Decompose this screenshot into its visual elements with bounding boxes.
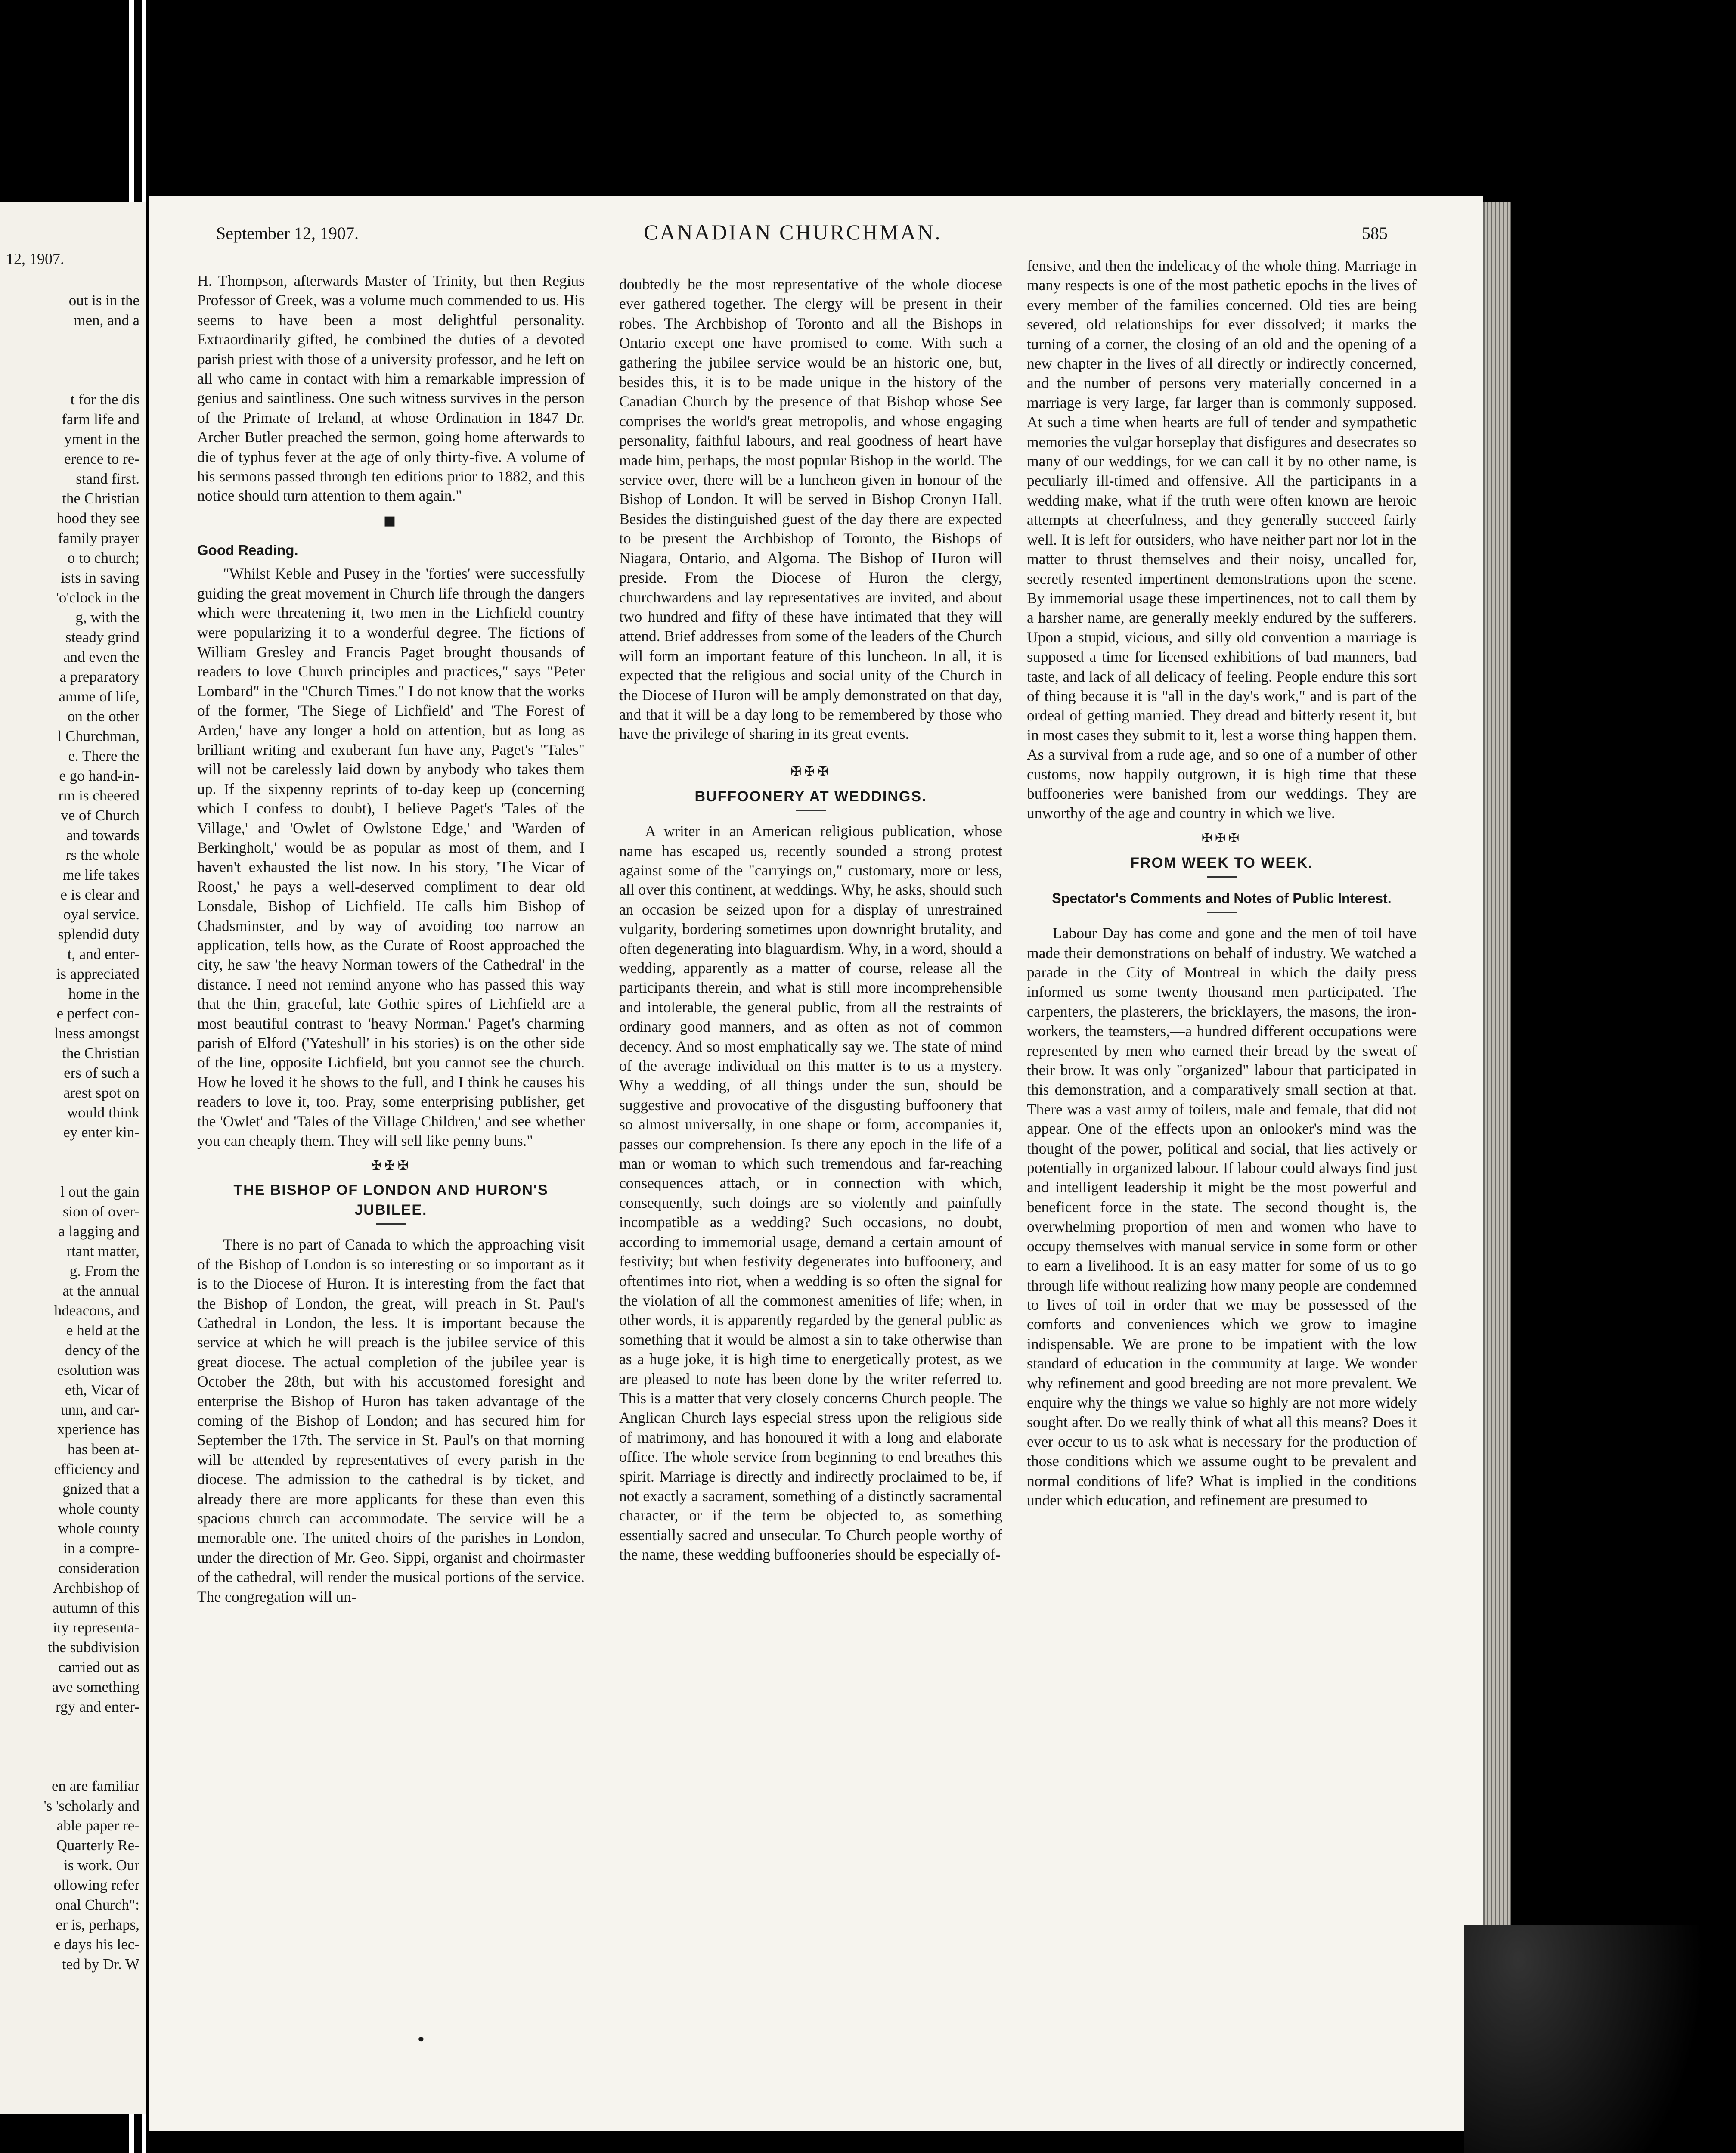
column-3 bbox=[1027, 256, 1417, 1510]
previous-page-line: er is, perhaps, bbox=[56, 1916, 140, 1933]
title-rule bbox=[376, 1223, 406, 1225]
previous-page-line: hdeacons, and bbox=[54, 1302, 140, 1319]
previous-page-line: lness amongst bbox=[54, 1025, 140, 1042]
previous-page-line: the Christian bbox=[62, 1045, 140, 1061]
previous-page-line: hood they see bbox=[56, 510, 140, 527]
previous-page-line: eth, Vicar of bbox=[65, 1381, 140, 1398]
previous-page-line: xperience has bbox=[57, 1421, 140, 1438]
previous-page-line: steady grind bbox=[65, 629, 140, 645]
previous-page-line: stand first. bbox=[76, 470, 140, 487]
previous-page-line: g, with the bbox=[75, 609, 140, 626]
previous-page-line: men, and a bbox=[74, 312, 140, 329]
previous-page-line: ey enter kin- bbox=[63, 1124, 140, 1141]
binding-strip-bottom bbox=[129, 2114, 134, 2153]
previous-page-line: family prayer bbox=[58, 530, 140, 546]
previous-page-line: ve of Church bbox=[61, 807, 140, 824]
ornament: ✠✠✠ bbox=[371, 1158, 411, 1173]
bishop-article-paragraph: There is no part of Canada to which the approaching visit of the Bishop of London is so interesting or so important as it is to the Diocese of Huron. It is interesting from the fact that the Bishop of London, the great, will preach in St. Paul's Cathedral in London, the less. It is important because the service at which he will preach is the jubilee service of this great diocese. The actual completion of the jubilee year is October the 28th, but with his accustomed foresight and enterprise the Bishop of Huron has taken advantage of the coming of the Bishop of London; and has secured him for September the 17th. The service in St. Paul's on that morning will be attended by representatives of every parish in the diocese. The admission to the cathedral is by ticket, and already there are more applicants for these than even this spacious church can accommodate. The service will be a memorable one. The united choirs of the parishes in London, under the direction of Mr. Geo. Sippi, organist and choirmaster of the cathedral, will render the musical portions of the service. The congregation will un- bbox=[197, 1236, 585, 1605]
previous-page-line: a lagging and bbox=[58, 1223, 140, 1240]
issue-date: September 12, 1907. bbox=[216, 223, 359, 243]
previous-page-line: g. From the bbox=[69, 1263, 140, 1279]
previous-page-line: has been at- bbox=[67, 1441, 140, 1458]
previous-page-line: would think bbox=[67, 1104, 140, 1121]
previous-page-line: is work. Our bbox=[64, 1857, 140, 1874]
previous-page-line: yment in the bbox=[64, 431, 140, 447]
previous-page-line: on the other bbox=[67, 708, 140, 725]
buffoonery-continued-paragraph: fensive, and then the indelicacy of the whole thing. Marriage in many respects is one of the most pathetic epochs in the lives of every member of the families concerned. Old ties are being severed, old relationships for ever dissolved; it marks the turning of a corner, the closing of an old and the opening of a new chapter in the lives of all directly or indirectly concerned, and the number of persons very materially concerned in a marriage is very large, far larger than is commonly supposed. At such a time when hearts are full of tender and sympathetic memories the vulgar horseplay that disfigures and desecrates so many of our weddings, for we can call it by no other name, is peculiarly ill-timed and offensive. All the participants in a wedding make, what if the truth were often known are heroic attempts at cheerfulness, and they generally succeed fairly well. It is left for outsiders, who have neither part nor lot in the matter to thrust themselves and their noisy, uncalled for, secretly resented impertinent demonstrations upon the scene. By immemorial usage these impertinences, not to call them by a harsher name, are generally meekly endured by the sufferers. Upon a stupid, vicious, and silly old convention a marriage is supposed a time for licensed exhibitions of bad manners, bad taste, and lack of all delicacy of feeling. People endure this sort of thing because it is "all in the day's work," and is part of the ordeal of getting married. They dread and bitterly resent it, but in most cases they submit to it, lest a worse thing happen them. As a survival from a rude age, and so one of a number of other customs, now happily outgrown, it is high time that these buffooneries were banished from our weddings. They are unworthy of the age and country in which we live. bbox=[1027, 257, 1417, 822]
previous-page-line: o to church; bbox=[67, 549, 140, 566]
previous-page-line: autumn of this bbox=[52, 1599, 140, 1616]
previous-page-line: and even the bbox=[63, 648, 140, 665]
previous-page-line: rm is cheered bbox=[58, 787, 140, 804]
previous-page-line: oyal service. bbox=[63, 906, 140, 923]
labour-day-paragraph: Labour Day has come and gone and the men of toil have made their demonstrations on behalf of industry. We watched a parade in the City of Montreal in which the daily press informed us some twenty thousand men participated. The carpenters, the plasterers, the bricklayers, the masons, the iron-workers, the teamsters,—a hundred different occupations were represented by men who earned their bread by the sweat of their brow. It was only "organized" labour that participated in this demonstration, and a comparatively small section at that. There was a vast army of toilers, male and female, that did not appear. One of the effects upon an onlooker's mind was the thought of the power, political and social, that lies actively or potentially in organized labour. If labour could always find just and intelligent leadership it might be the most powerful and beneficent force in the state. The second thought is, the overwhelming proportion of men and women who have to occupy themselves with manual service in some form or other to earn a livelihood. It is an easy matter for some of us to go through life without realizing how many people are condemned to lives of toil in order that we may be possessed of the comforts and conveniences which we grow to imagine indispensable. We are prone to be impatient with the low standard of education in the community at large. We wonder why refinement and good breeding are not more prevalent. We enquire why the things we value so highly are not more widely sought after. Do we really think of what all this means? Does it ever occur to us to ask what is necessary for the production of those conditions which we assume ought to be prevalent and normal conditions of life? What is implied in the conditions under which education, and refinement are presumed to bbox=[1027, 924, 1417, 1509]
ornament: ✠✠✠ bbox=[1201, 830, 1242, 846]
title-rule bbox=[796, 810, 826, 811]
jubilee-continued-paragraph: doubtedly be the most representative of the whole diocese ever gathered together. The clergy will be present in their robes. The Archbishop of Toronto and all the Bishops in Ontario except one have promised to come. With such a gathering the jubilee service would be an historic one, but, besides this, it is to be made unique in the history of the Canadian Church by the presence of that Bishop whose See comprises the world's great metropolis, and whose engaging personality, faithful labours, and real goodness of heart have made him, perhaps, the most popular Bishop in the world. The service over, there will be a luncheon given in honour of the Bishop of London. It will be served in Bishop Cronyn Hall. Besides the distinguished guest of the day there are expected to be present the Archbishop of Toronto, the Bishops of Niagara, Ontario, and Algoma. The Bishop of Huron will preside. From the Diocese of Huron the clergy, churchwardens and lay representatives are invited, and about two hundred and fifty of these have intimated that they will attend. Brief addresses from some of the leaders of the Church will form an important feature of this luncheon. In all, it is expected that the religious and social unity of the Church in the Diocese of Huron will be amply demonstrated on that day, and that it will be a day long to be remembered by those who have the privilege of sharing in its great events. bbox=[619, 276, 1002, 743]
previous-page-line: at the annual bbox=[62, 1282, 140, 1299]
previous-page-line: efficiency and bbox=[54, 1461, 140, 1477]
previous-page-line: e days his lec- bbox=[53, 1936, 140, 1953]
previous-page-line: rs the whole bbox=[65, 847, 140, 863]
previous-page-line: 's 'scholarly and bbox=[43, 1797, 140, 1814]
previous-page-line: ave something bbox=[52, 1678, 140, 1695]
previous-page-line: whole county bbox=[58, 1520, 140, 1537]
previous-page-line: e held at the bbox=[66, 1322, 140, 1339]
newspaper-page bbox=[149, 196, 1483, 2131]
article-title-from-week-to-week: FROM WEEK TO WEEK. bbox=[1130, 854, 1313, 871]
book-corner-shadow bbox=[1464, 1925, 1736, 2153]
previous-page-fragment bbox=[0, 202, 146, 2114]
previous-page-line: is appreciated bbox=[56, 965, 140, 982]
ornament: ■ bbox=[383, 513, 399, 528]
previous-page-line: esolution was bbox=[57, 1362, 140, 1378]
subtitle-rule bbox=[1207, 912, 1237, 913]
article-subtitle-spectator: Spectator's Comments and Notes of Public Interest. bbox=[1052, 890, 1392, 906]
previous-page-line: whole county bbox=[58, 1500, 140, 1517]
good-reading-heading: Good Reading. bbox=[197, 542, 298, 558]
previous-page-line: in a compre- bbox=[63, 1540, 140, 1557]
previous-page-line: en are familiar bbox=[51, 1778, 140, 1794]
previous-page-line: able paper re- bbox=[56, 1817, 140, 1834]
article-title-buffoonery: BUFFOONERY AT WEDDINGS. bbox=[694, 788, 927, 805]
previous-page-line: t for the dis bbox=[70, 391, 140, 408]
article-title-bishop-of-london: THE BISHOP OF LONDON AND HURON'S JUBILEE. bbox=[233, 1182, 549, 1218]
previous-page-line: carried out as bbox=[58, 1659, 140, 1675]
previous-page-line: arest spot on bbox=[63, 1084, 140, 1101]
page-header bbox=[149, 220, 1483, 253]
previous-page-line: e. There the bbox=[68, 748, 140, 764]
previous-page-line: me life takes bbox=[62, 866, 140, 883]
previous-page-line: out is in the bbox=[68, 292, 140, 309]
buffoonery-paragraph: A writer in an American religious publication, whose name has escaped us, recently sounded a strong protest against some of the "carryings on," customary, more or less, all over this continent, at weddings. Why, he asks, should such an occasion be seized upon for a display of unrestrained vulgarity, bordering sometimes upon downright brutality, and often degenerating into blaguardism. Why, in a word, should a wedding, apparently as a matter of course, release all the participants therein, and what is still more incomprehensible and intolerable, the general public, from all the restraints of ordinary good manners, and as often as not of common decency. And so most emphatically say we. The state of mind of the average individual on this matter is to us a mystery. Why a wedding, of all things under the sun, should be suggestive and provocative of the disgusting buffoonery that so almost universally, in one shape or form, accompanies it, passes our comprehension. Is there any epoch in the life of a man or woman to which such tremendous and far-reaching consequences attach, or in connection with which, consequently, such doings are so violently and painfully incompatible as a wedding? Such occasions, no doubt, according to immemorial usage, demand a certain amount of festivity; but when festivity degenerates into buffoonery, and oftentimes into riot, when a wedding is so often the signal for the violation of all the commonest amenities of life; when, in other words, it is apparently regarded by the general public as something that it would be almost a sin to take otherwise than as a huge joke, it is high time to energetically protest, as we are pleased to note has been done by the writer referred to. This is a matter that very closely concerns Church people. The Anglican Church lays especial stress upon the religious side of matrimony, and has honoured it with a long and elaborate office. The whole service from beginning to end breathes this spirit. Marriage is directly and indirectly proclaimed to be, if not exactly a sacrament, something of a distinctly sacramental character, or if the term be objected to, as something essentially sacred and unsecular. To Church people worthy of the name, these wedding buffooneries should be especially of- bbox=[619, 822, 1002, 1564]
previous-page-line: home in the bbox=[68, 985, 140, 1002]
previous-page-line: unn, and car- bbox=[61, 1401, 140, 1418]
previous-page-line: Archbishop of bbox=[53, 1579, 140, 1596]
title-rule bbox=[1207, 876, 1237, 878]
previous-page-line: gnized that a bbox=[62, 1480, 140, 1497]
previous-page-line: a preparatory bbox=[59, 668, 140, 685]
masthead-title: CANADIAN CHURCHMAN. bbox=[644, 220, 942, 244]
previous-page-line: the Christian bbox=[62, 490, 140, 507]
previous-page-line: t, and enter- bbox=[67, 946, 140, 962]
previous-page-line: ists in saving bbox=[61, 569, 140, 586]
ink-spot: ● bbox=[418, 2032, 425, 2045]
previous-page-line: e is clear and bbox=[60, 886, 140, 903]
previous-page-line: and towards bbox=[66, 827, 140, 844]
column-2 bbox=[619, 275, 1002, 1565]
column-1 bbox=[197, 271, 585, 1607]
good-reading-paragraph: "Whilst Keble and Pusey in the 'forties' were successfully guiding the great movement in Church life through the dangers which were threatening it, two men in the Lichfield country were popularizing it to a wonderful degree. The fictions of William Gresley and Francis Paget brought thousands of readers to love Church principles and practices," says "Peter Lombard" in the "Church Times." I do not know that the works of the former, 'The Siege of Lichfield' and 'The Forest of Arden,' have any longer a hold on attention, but as long as brilliant writing and exuberant fun have any, Paget's "Tales" will not be carelessly laid down by anybody who takes them up. If the sixpenny reprints of to-day keep up (concerning which I confess to doubt), I believe Paget's 'Tales of the Village,' and 'Owlet of Owlstone Edge,' and 'Warden of Berkingholt,' would be as popular as most of them, and I haven't exhausted the list now. In his story, 'The Vicar of Roost,' he pays a well-deserved compliment to dear old Lonsdale, Bishop of Lichfield. He calls him Bishop of Chadsminster, and by way of avoiding too narrow an application, tells how, as the Curate of Roost approached the city, he saw 'the heavy Norman towers of the Cathedral' in the distance. I need not remind anyone who has passed this way that the thin, graceful, late Gothic spires of Lichfield are a most beautiful contrast to 'heavy Norman.' Paget's charming parish of Elford ('Yateshull' in his stories) is on the other side of the line, opposite Lichfield, but you cannot see the church. How he loved it he shows to the full, and I think he causes his readers to love it, too. Pray, some enterprising publisher, get the 'Owlet' and 'Tales of the Village Children,' and see whether you can cheaply them. They will sell like penny buns." bbox=[197, 565, 585, 1150]
binding-strip-top-2 bbox=[142, 0, 146, 202]
thompson-paragraph: H. Thompson, afterwards Master of Trinity, but then Regius Professor of Greek, was a volume much commended to us. His seems to have been a most delightful personality. Extraordinarily gifted, he combined the duties of a devoted parish priest with those of a university professor, and he left on all who came in contact with him a remarkable impression of genius and saintliness. One such witness survives in the person of the Primate of Ireland, at whose Ordination in 1847 Dr. Archer Butler preached the sermon, going home afterwards to die of typhus fever at the age of only thirty-five. A volume of his sermons passed through ten editions prior to 1882, and this notice should turn attention to them again." bbox=[197, 272, 585, 505]
previous-page-line: l Churchman, bbox=[57, 728, 140, 745]
page-number: 585 bbox=[1362, 223, 1388, 243]
previous-page-line: ers of such a bbox=[64, 1064, 140, 1081]
previous-page-line: rgy and enter- bbox=[56, 1698, 140, 1715]
previous-page-line: 'o'clock in the bbox=[56, 589, 140, 606]
previous-page-line: sion of over- bbox=[62, 1203, 140, 1220]
ornament: ✠✠✠ bbox=[790, 764, 831, 779]
previous-page-line: erence to re- bbox=[64, 450, 140, 467]
previous-page-line: consideration bbox=[58, 1560, 140, 1576]
previous-page-line: l out the gain bbox=[60, 1183, 140, 1200]
previous-page-line: Quarterly Re- bbox=[56, 1837, 140, 1854]
previous-page-date: 12, 1907. bbox=[6, 250, 64, 267]
previous-page-line: ollowing refer bbox=[53, 1877, 140, 1893]
previous-page-line: splendid duty bbox=[58, 926, 140, 943]
previous-page-line: rtant matter, bbox=[66, 1243, 140, 1260]
previous-page-line: amme of life, bbox=[59, 688, 140, 705]
binding-strip-top bbox=[129, 0, 134, 202]
previous-page-line: onal Church": bbox=[55, 1896, 140, 1913]
previous-page-line: ity representa- bbox=[53, 1619, 140, 1636]
previous-page-line: e perfect con- bbox=[56, 1005, 140, 1022]
previous-page-line: dency of the bbox=[65, 1342, 140, 1359]
previous-page-line: ted by Dr. W bbox=[62, 1956, 140, 1973]
previous-page-line: e go hand-in- bbox=[59, 767, 140, 784]
binding-strip-bottom-2 bbox=[142, 2114, 146, 2153]
previous-page-line: the subdivision bbox=[48, 1639, 140, 1656]
previous-page-line: farm life and bbox=[62, 411, 140, 428]
